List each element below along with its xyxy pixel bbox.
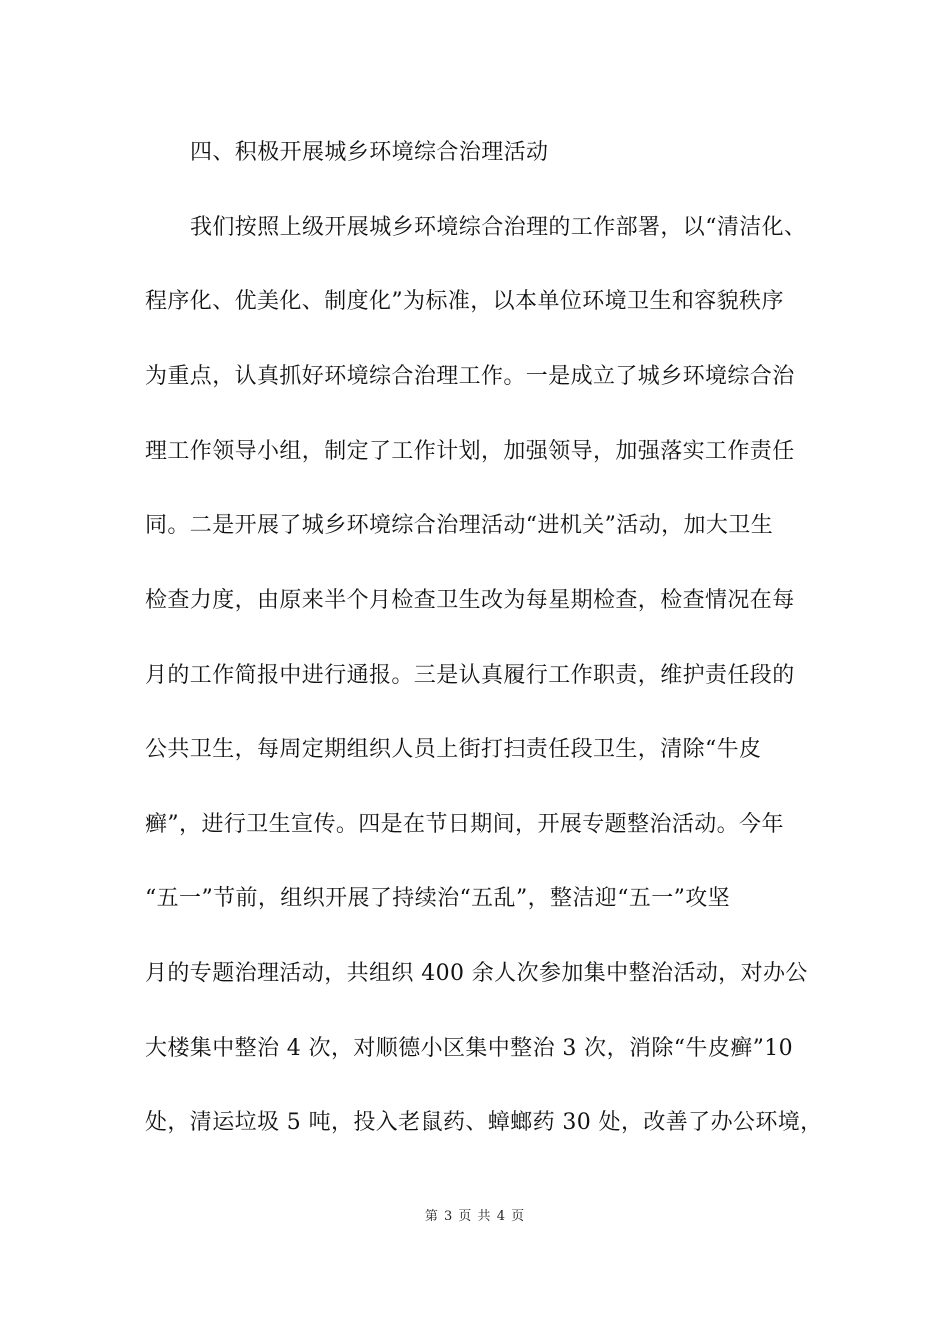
page-number-footer: 第 3 页 共 4 页 <box>424 1209 526 1224</box>
paragraph-line-6: 检查力度，由原来半个月检查卫生改为每星期检查，检查情况在每 <box>145 588 795 613</box>
section-heading: 四、积极开展城乡环境综合治理活动 <box>190 140 549 165</box>
paragraph-line-1: 我们按照上级开展城乡环境综合治理的工作部署，以“清洁化、 <box>190 215 807 240</box>
paragraph-line-7: 月的工作简报中进行通报。三是认真履行工作职责，维护责任段的 <box>145 663 795 688</box>
paragraph-line-10: “五一”节前，组织开展了持续治“五乱”，整洁迎“五一”攻坚 <box>145 886 731 911</box>
paragraph-line-4: 理工作领导小组，制定了工作计划，加强领导，加强落实工作责任 <box>145 439 795 464</box>
paragraph-line-3: 为重点，认真抓好环境综合治理工作。一是成立了城乡环境综合治 <box>145 364 795 389</box>
paragraph-line-2: 程序化、优美化、制度化”为标准，以本单位环境卫生和容貌秩序 <box>145 289 784 314</box>
paragraph-line-11: 月的专题治理活动，共组织 400 余人次参加集中整治活动，对办公 <box>145 961 808 986</box>
paragraph-line-12: 大楼集中整治 4 次，对顺德小区集中整治 3 次，消除“牛皮癣”10 <box>145 1036 794 1061</box>
paragraph-line-9: 癣”，进行卫生宣传。四是在节日期间，开展专题整治活动。今年 <box>145 812 784 837</box>
paragraph-line-8: 公共卫生，每周定期组织人员上街打扫责任段卫生，清除“牛皮 <box>145 737 762 762</box>
paragraph-line-13: 处，清运垃圾 5 吨，投入老鼠药、蟑螂药 30 处，改善了办公环境， <box>145 1110 823 1135</box>
paragraph-line-5: 同。二是开展了城乡环境综合治理活动“进机关”活动，加大卫生 <box>145 513 774 538</box>
